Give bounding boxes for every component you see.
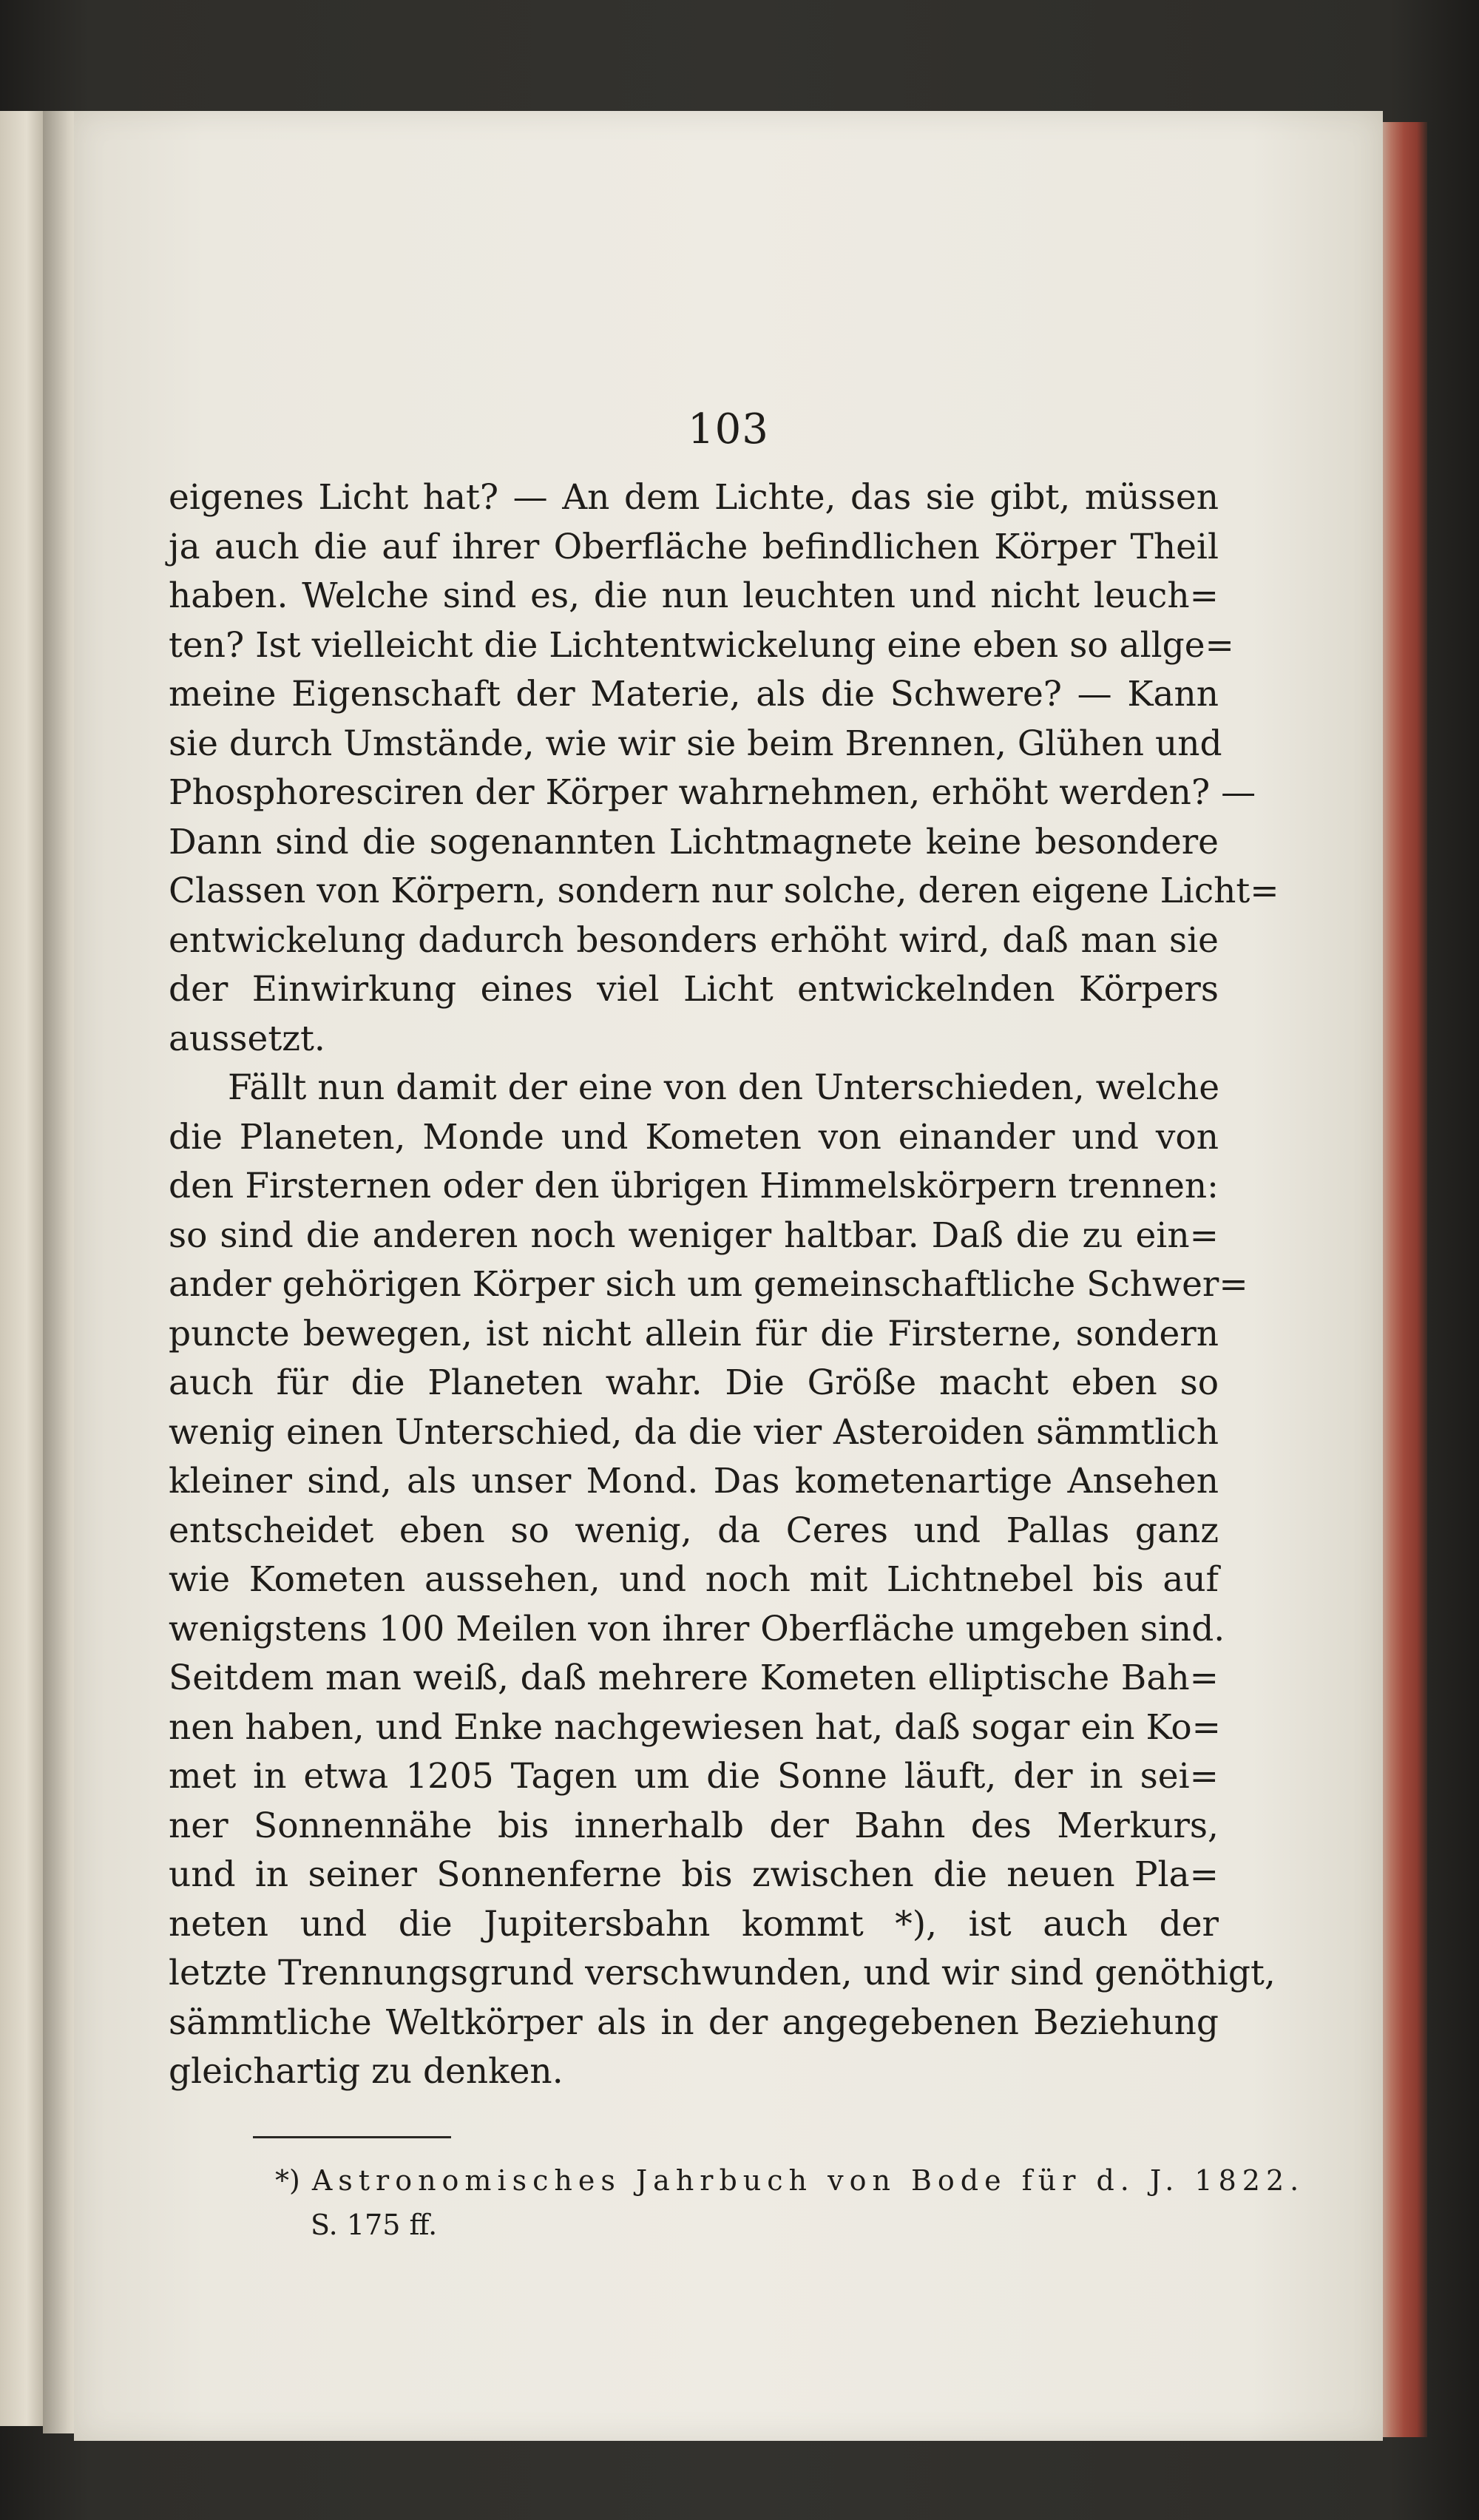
text-line: ander gehörigen Körper sich um gemeinschaftliche Schwer=	[169, 1264, 1248, 1305]
text-line: der Einwirkung eines viel Licht entwickelnden Körpers	[169, 969, 1219, 1010]
text-line: ten? Ist vielleicht die Lichtentwickelung eine eben so allge=	[169, 624, 1234, 666]
text-line: Seitdem man weiß, daß mehrere Kometen elliptische Bah=	[169, 1658, 1219, 1698]
text-line: auch für die Planeten wahr. Die Größe macht eben so	[169, 1362, 1219, 1403]
text-line: so sind die anderen noch weniger haltbar. Daß die zu ein=	[169, 1215, 1219, 1256]
text-line: die Planeten, Monde und Kometen von einander und von	[169, 1116, 1219, 1158]
text-line: Phosphoresciren der Körper wahrnehmen, erhöht werden? —	[169, 772, 1256, 813]
text-line: sie durch Umstände, wie wir sie beim Brennen, Glühen und	[169, 723, 1222, 764]
footnote-divider	[253, 2136, 451, 2138]
page-number: 103	[688, 405, 769, 453]
text-line: und in seiner Sonnenferne bis zwischen die neuen Pla=	[169, 1854, 1219, 1895]
text-line: met in etwa 1205 Tagen um die Sonne läuft, der in sei=	[169, 1756, 1219, 1797]
text-line: gleichartig zu denken.	[169, 2051, 563, 2092]
book-page	[74, 111, 1383, 2441]
text-line: den Firsternen oder den übrigen Himmelskörpern trennen:	[169, 1166, 1219, 1206]
text-line: wie Kometen aussehen, und noch mit Lichtnebel bis auf	[169, 1559, 1219, 1600]
text-line: wenigstens 100 Meilen von ihrer Oberfläche umgeben sind.	[169, 1608, 1225, 1649]
text-line: neten und die Jupitersbahn kommt *), ist auch der	[169, 1903, 1219, 1945]
text-line: entwickelung dadurch besonders erhöht wird, daß man sie	[169, 919, 1219, 961]
text-line: sämmtliche Weltkörper als in der angegebenen Beziehung	[169, 2002, 1219, 2043]
text-line: Classen von Körpern, sondern nur solche, deren eigene Licht=	[169, 871, 1279, 911]
footnote-marker: *)	[275, 2164, 300, 2197]
text-line: meine Eigenschaft der Materie, als die Schwere? — Kann	[169, 674, 1219, 715]
text-line: aussetzt.	[169, 1018, 325, 1059]
footnote-line	[275, 2158, 1305, 2203]
text-line: ner Sonnennähe bis innerhalb der Bahn des Merkurs,	[169, 1805, 1219, 1846]
body-text	[169, 473, 1279, 2097]
text-line: haben. Welche sind es, die nun leuchten und nicht leuch=	[169, 575, 1219, 616]
text-line: Dann sind die sogenannten Lichtmagnete keine besondere	[169, 821, 1219, 862]
footnote	[275, 2158, 1305, 2247]
text-line: Fällt nun damit der eine von den Unterschieden, welche	[228, 1067, 1220, 1108]
text-line: wenig einen Unterschied, da die vier Asteroiden sämmtlich	[169, 1411, 1219, 1453]
footnote-citation: Astronomisches Jahrbuch von Bode für d. J. 1822.	[311, 2164, 1305, 2197]
text-line: nen haben, und Enke nachgewiesen hat, daß sogar ein Ko=	[169, 1706, 1222, 1748]
footnote-page-ref: S. 175 ff.	[311, 2209, 438, 2241]
text-line: ja auch die auf ihrer Oberfläche befindlichen Körper Theil	[169, 526, 1219, 567]
previous-page-edge	[0, 111, 46, 2426]
text-line: entscheidet eben so wenig, da Ceres und Pallas ganz	[169, 1510, 1219, 1551]
text-line: puncte bewegen, ist nicht allein für die Firsterne, sondern	[169, 1313, 1219, 1354]
text-line: letzte Trennungsgrund verschwunden, und wir sind genöthigt,	[169, 1953, 1276, 1993]
book-edge-red	[1375, 122, 1427, 2437]
text-line: eigenes Licht hat? — An dem Lichte, das sie gibt, müssen	[169, 477, 1219, 518]
text-line: kleiner sind, als unser Mond. Das kometenartige Ansehen	[169, 1461, 1219, 1501]
